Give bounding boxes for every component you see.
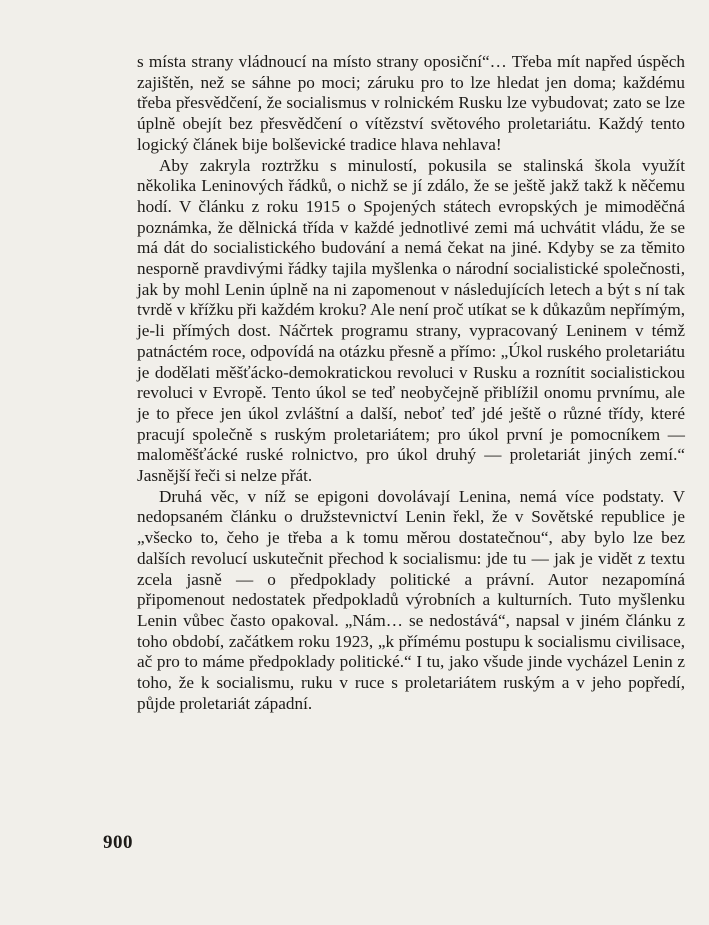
paragraph-2: Aby zakryla roztržku s minulostí, pokusila se stalinská škola využít několika Leninových řádků, o nichž se jí zdálo, že se ještě jakž takž k něčemu hodí. V článku z roku 1915 o Spojených státech evropských je mimoděčná poznámka, že dělnická třída v každé jednotlivé zemi má uchvátit vládu, že se má dát do socialistického budování a nemá čekat na jiné. Kdyby se za těmito nesporně pravdivými řádky tajila myšlenka o národní socialistické společnosti, jak by mohl Lenin úplně na ni zapomenout v následujících letech a být s ní tak tvrdě v křížku při každém kroku? Ale není proč utíkat se k důkazům nepřímým, je-li přímých dost. Náčrtek programu strany, vypracovaný Leninem v témž patnáctém roce, odpovídá na otázku přesně a přímo: „Úkol ruského proletariátu je dodělati měšťácko-demokratickou revoluci v Rusku a roznítit socialistickou revoluci v Evropě. Tento úkol se teď neobyčejně přiblížil onomu prvnímu, ale je to přece jen úkol zvláštní a další, neboť teď jdé ještě o různé třídy, které pracují společně s ruským proletariátem; pro úkol první je pomocníkem — maloměšťácké ruské rolnictvo, pro úkol druhý — proletariát jiných zemí.“ Jasnější řeči si nelze přát. xyxy=(137,155,685,486)
paragraph-1: s místa strany vládnoucí na místo strany oposiční“… Třeba mít napřed úspěch zajištěn, než se sáhne po moci; záruku pro to lze hledat jen doma; každému třeba přesvědčení, že socialismus v rolnickém Rusku lze vybudovat; zato se lze úplně obejít bez přesvědčení o vítězství světového proletariátu. Každý tento logický článek bije bolševické tradice hlava nehlava! xyxy=(137,52,685,154)
paragraph-3: Druhá věc, v níž se epigoni dovolávají Lenina, nemá více podstaty. V nedopsaném článku o družstevnictví Lenin řekl, že v Sovětské republice je „všecko to, čeho je třeba a k tomu měrou dostatečnou“, aby bylo lze bez dalších revolucí uskutečnit přechod k socialismu: jde tu — jak je vidět z textu zcela jasně — o předpoklady politické a právní. Autor nezapomíná připomenout nedostatek předpokladů výrobních a kulturních. Tuto myšlenku Lenin vůbec často opakoval. „Nám… se nedostává“, napsal v jiném článku z toho období, začátkem roku 1923, „k přímému postupu k socialismu civilisace, ač pro to máme předpoklady politické.“ I tu, jako všude jinde vycházel Lenin z toho, že k socialismu, ruku v ruce s proletariátem ruským a v jeho popředí, půjde proletariát západní. xyxy=(137,486,685,713)
body-text xyxy=(137,52,685,715)
page-number: 900 xyxy=(103,832,133,853)
